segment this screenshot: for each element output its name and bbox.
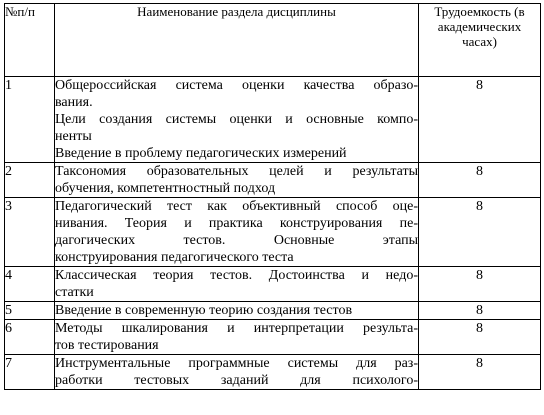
- section-hours: 8: [419, 198, 541, 267]
- row-number: 5: [5, 302, 55, 320]
- section-name-line: Введение в проблему педагогических измерений: [55, 146, 347, 161]
- section-name-line: статки: [55, 285, 94, 300]
- section-name-line: тов тестирования: [55, 338, 159, 353]
- section-name-line: Общероссийская система оценки качества образо-: [55, 78, 418, 93]
- row-number: 7: [5, 355, 55, 390]
- table-row: [5, 302, 541, 320]
- section-name-line: Педагогический тест как объективный способ оце-: [55, 199, 418, 214]
- section-name: [55, 77, 419, 163]
- discipline-sections-table: [4, 3, 541, 390]
- header-number: №п/п: [5, 4, 55, 77]
- section-name-line: дагогических тестов. Основные этапы: [55, 233, 418, 248]
- table-row: [5, 320, 541, 355]
- section-name-line: Инструментальные программные системы для раз-: [55, 356, 418, 371]
- header-section-name: Наименование раздела дисциплины: [55, 4, 419, 77]
- table-row: [5, 77, 541, 163]
- section-hours: 8: [419, 163, 541, 198]
- section-name-line: ненты: [55, 129, 92, 144]
- header-workload-hours: Трудоемкость (в академических часах): [419, 4, 541, 77]
- table-row: [5, 163, 541, 198]
- section-name: [55, 302, 419, 320]
- section-name-line: Введение в современную теорию создания тестов: [55, 303, 353, 318]
- row-number: 2: [5, 163, 55, 198]
- section-name: [55, 198, 419, 267]
- table-header-row: [5, 4, 541, 77]
- row-number: 4: [5, 267, 55, 302]
- table-row: [5, 198, 541, 267]
- section-hours: 8: [419, 77, 541, 163]
- section-name-line: Методы шкалирования и интерпретации результа-: [55, 321, 418, 336]
- section-name: [55, 163, 419, 198]
- section-name-line: нивания. Теория и практика конструирования пе-: [55, 216, 418, 231]
- section-name-line: Таксономия образовательных целей и результаты: [55, 164, 418, 179]
- table-row: [5, 355, 541, 390]
- section-hours: 8: [419, 302, 541, 320]
- section-name-line: конструирования педагогического теста: [55, 250, 294, 265]
- section-name: [55, 267, 419, 302]
- row-number: 3: [5, 198, 55, 267]
- section-name-line: Классическая теория тестов. Достоинства и недо-: [55, 268, 418, 283]
- section-name-line: обучения, компетентностный подход: [55, 181, 276, 196]
- section-name-line: вания.: [55, 95, 93, 110]
- section-name-line: Цели создания системы оценки и основные компо-: [55, 112, 418, 127]
- section-hours: 8: [419, 320, 541, 355]
- row-number: 1: [5, 77, 55, 163]
- row-number: 6: [5, 320, 55, 355]
- section-hours: 8: [419, 355, 541, 390]
- section-hours: 8: [419, 267, 541, 302]
- section-name: [55, 355, 419, 390]
- table-row: [5, 267, 541, 302]
- section-name: [55, 320, 419, 355]
- section-name-line: работки тестовых заданий для психолого-: [55, 373, 418, 388]
